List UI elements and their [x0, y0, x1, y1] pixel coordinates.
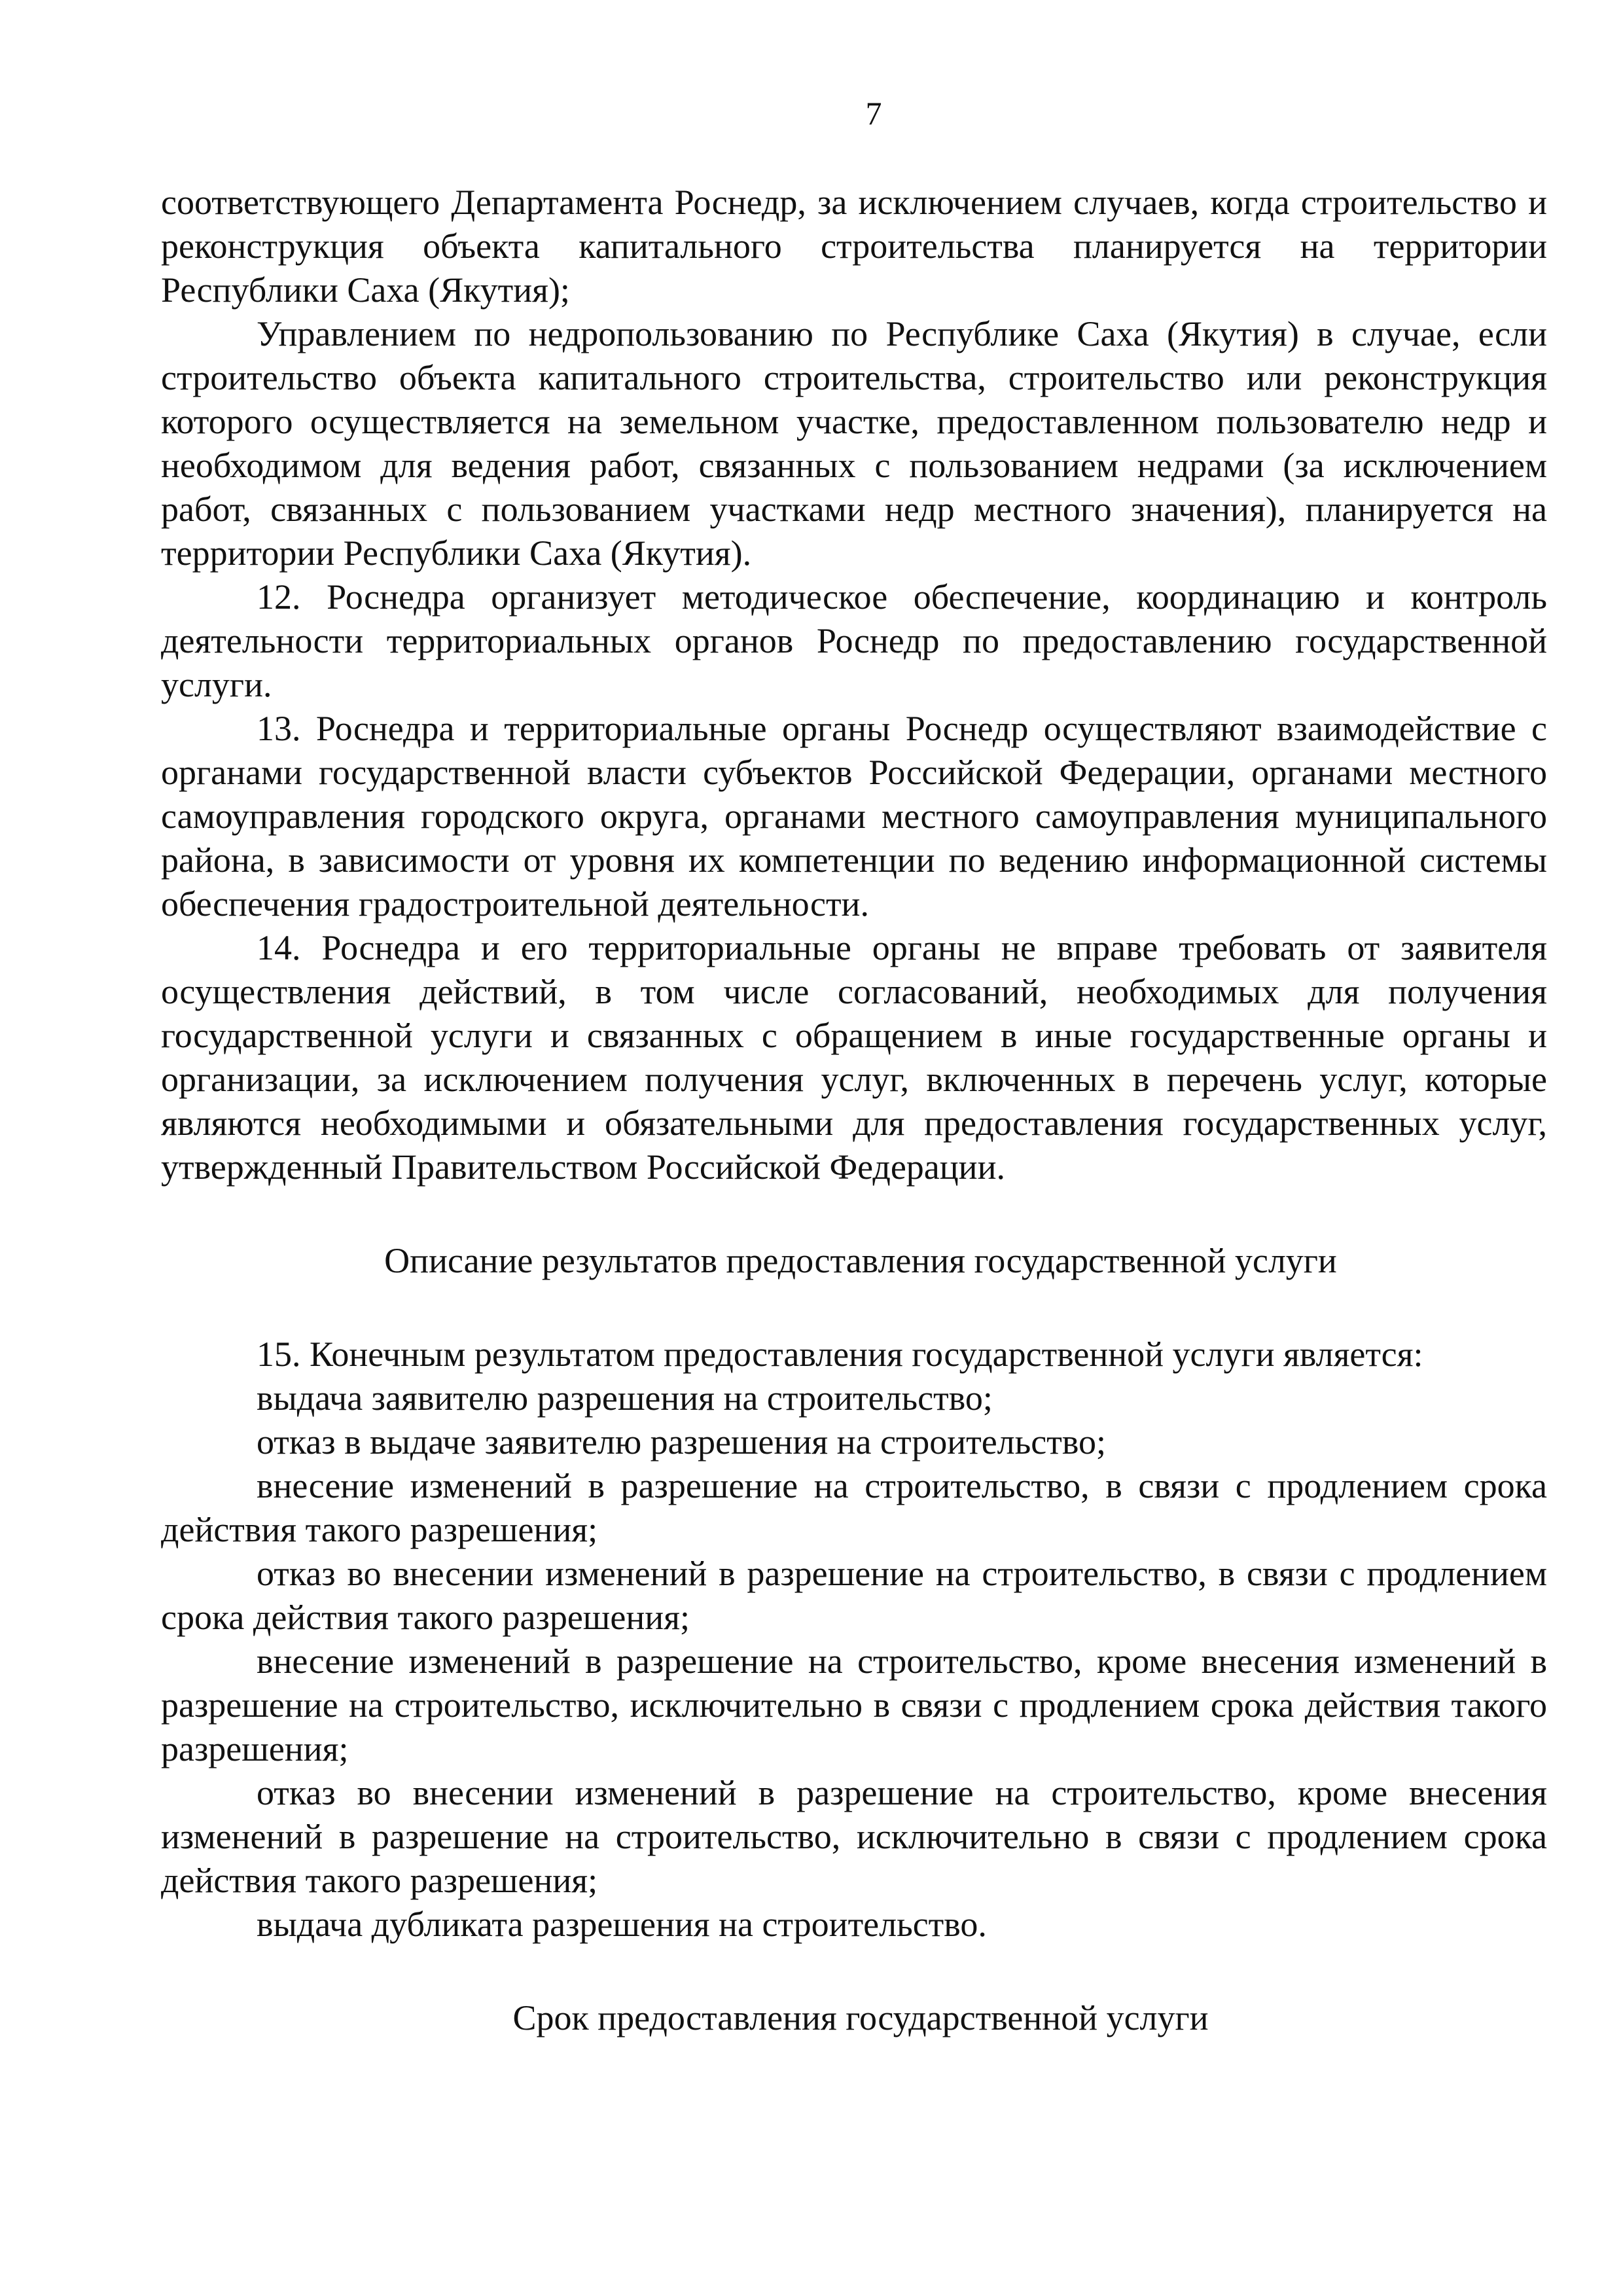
result-item-issue-permit: выдача заявителю разрешения на строительство; — [257, 1378, 993, 1418]
paragraph-12: 12. Роснедра организует методическое обеспечение, координацию и контроль деятельности территориальных органов Роснедр по предоставлению государственной услуги. — [161, 577, 1547, 704]
result-item-duplicate: выдача дубликата разрешения на строительство. — [257, 1905, 987, 1944]
paragraph-department-clause: соответствующего Департамента Роснедр, за исключением случаев, когда строительство и реконструкция объекта капитального строительства планируется на территории Республики Саха (Якутия); — [161, 183, 1547, 310]
paragraph-yakutia-administration: Управлением по недропользованию по Республике Саха (Якутия) в случае, если строительство объекта капитального строительства, строительство или реконструкция которого осуществляется на земельном участке, предоставленном пользователю недр и необходимом для ведения работ, связанных с пользованием недрами (за исключением работ, связанных с пользованием участками недр местного значения), планируется на территории Республики Саха (Якутия). — [161, 314, 1547, 573]
result-item-amend-other: внесение изменений в разрешение на строительство, кроме внесения изменений в разрешение на строительство, исключительно в связи с продлением срока действия такого разрешения; — [161, 1641, 1547, 1768]
page-number: 7 — [865, 95, 882, 132]
paragraph-14: 14. Роснедра и его территориальные органы не вправе требовать от заявителя осуществления действий, в том числе согласований, необходимых для получения государственной услуги и связанных с обращением в иные государственные органы и организации, за исключением получения услуг, включенных в перечень услуг, которые являются необходимыми и обязательными для предоставления государственных услуг, утвержденный Правительством Российской Федерации. — [161, 928, 1547, 1187]
spacer — [161, 1283, 1547, 1333]
result-item-refuse-amend-other: отказ во внесении изменений в разрешение на строительство, кроме внесения изменений в разрешение на строительство, исключительно в связи с продлением срока действия такого разрешения; — [161, 1773, 1547, 1900]
result-item-refuse-permit: отказ в выдаче заявителю разрешения на строительство; — [257, 1422, 1106, 1462]
result-item-amend-extension: внесение изменений в разрешение на строительство, в связи с продлением срока действия такого разрешения; — [161, 1466, 1547, 1549]
spacer — [161, 1189, 1547, 1239]
spacer — [161, 1946, 1547, 1996]
section-heading-term: Срок предоставления государственной услуги — [512, 1998, 1209, 2037]
paragraph-13: 13. Роснедра и территориальные органы Роснедр осуществляют взаимодействие с органами государственной власти субъектов Российской Федерации, органами местного самоуправления городского округа, органами местного самоуправления муниципального района, в зависимости от уровня их компетенции по ведению информационной системы обеспечения градостроительной деятельности. — [161, 709, 1547, 924]
result-item-refuse-amend-extension: отказ во внесении изменений в разрешение на строительство, в связи с продлением срока действия такого разрешения; — [161, 1554, 1547, 1637]
paragraph-15: 15. Конечным результатом предоставления государственной услуги является: — [257, 1335, 1423, 1374]
section-heading-results: Описание результатов предоставления государственной услуги — [384, 1241, 1337, 1280]
